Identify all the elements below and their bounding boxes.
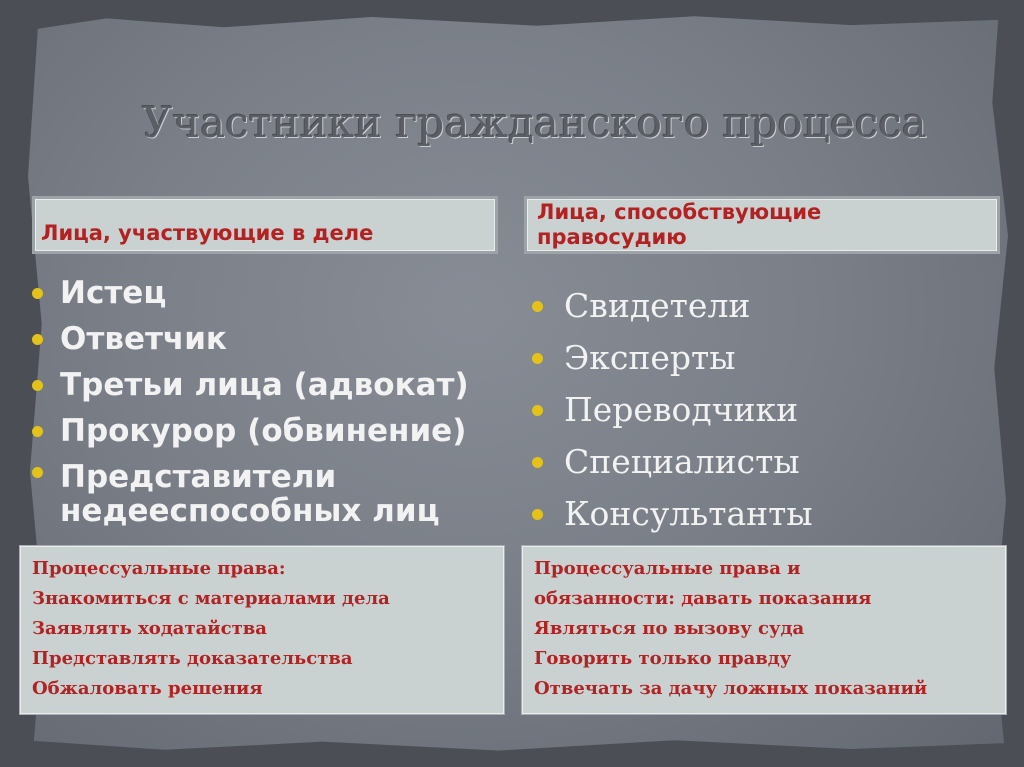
rights-line: Заявлять ходатайства	[32, 618, 267, 639]
list-item	[532, 332, 813, 384]
bullet-dot-icon	[532, 301, 543, 312]
right-column-header-line1: Лица, способствующие	[537, 200, 822, 224]
bullet-dot-icon	[532, 509, 543, 520]
bullet-dot-icon	[532, 405, 543, 416]
left-participants-list	[32, 270, 469, 528]
left-column-header: Лица, участвующие в деле	[32, 196, 498, 254]
bullet-dot-icon	[532, 353, 543, 364]
rights-line: Процессуальные права:	[32, 558, 286, 579]
rights-line: Обжаловать решения	[32, 678, 263, 699]
list-item	[32, 454, 469, 528]
bullet-dot-icon	[32, 380, 43, 391]
list-item-label: Ответчик	[60, 321, 227, 357]
list-item	[532, 436, 813, 488]
right-column-header-line2: правосудию	[537, 225, 687, 249]
list-item	[532, 280, 813, 332]
rights-line: обязанности: давать показания	[534, 588, 872, 609]
list-item-label: Эксперты	[564, 338, 736, 377]
bullet-dot-icon	[532, 457, 543, 468]
rights-line: Представлять доказательства	[32, 648, 353, 669]
list-item	[32, 270, 469, 316]
list-item	[32, 316, 469, 362]
list-item-label: Свидетели	[564, 286, 751, 325]
list-item-label: Специалисты	[564, 442, 800, 481]
rights-line: Отвечать за дачу ложных показаний	[534, 678, 928, 699]
list-item-label-line2: недееспособных лиц	[60, 493, 440, 529]
list-item-label: Истец	[60, 275, 167, 311]
list-item-label: Переводчики	[564, 390, 799, 429]
rights-line: Процессуальные права и	[534, 558, 801, 579]
list-item-label: Консультанты	[564, 494, 813, 533]
bullet-dot-icon	[32, 288, 43, 299]
left-rights-box	[20, 546, 504, 714]
right-column-header	[524, 196, 1000, 254]
right-rights-box	[522, 546, 1006, 714]
list-item	[32, 408, 469, 454]
right-participants-list	[532, 280, 813, 540]
bullet-dot-icon	[32, 426, 43, 437]
list-item-label: Третьи лица (адвокат)	[60, 367, 469, 403]
list-item	[32, 362, 469, 408]
list-item	[532, 488, 813, 540]
list-item-label-line1: Представители	[60, 459, 337, 495]
rights-line: Знакомиться с материалами дела	[32, 588, 390, 609]
list-item	[532, 384, 813, 436]
rights-line: Являться по вызову суда	[534, 618, 805, 639]
bullet-dot-icon	[32, 467, 43, 478]
bullet-dot-icon	[32, 334, 43, 345]
slide-title: Участники гражданского процесса	[142, 98, 927, 147]
list-item-label: Прокурор (обвинение)	[60, 413, 467, 449]
rights-line: Говорить только правду	[534, 648, 792, 669]
